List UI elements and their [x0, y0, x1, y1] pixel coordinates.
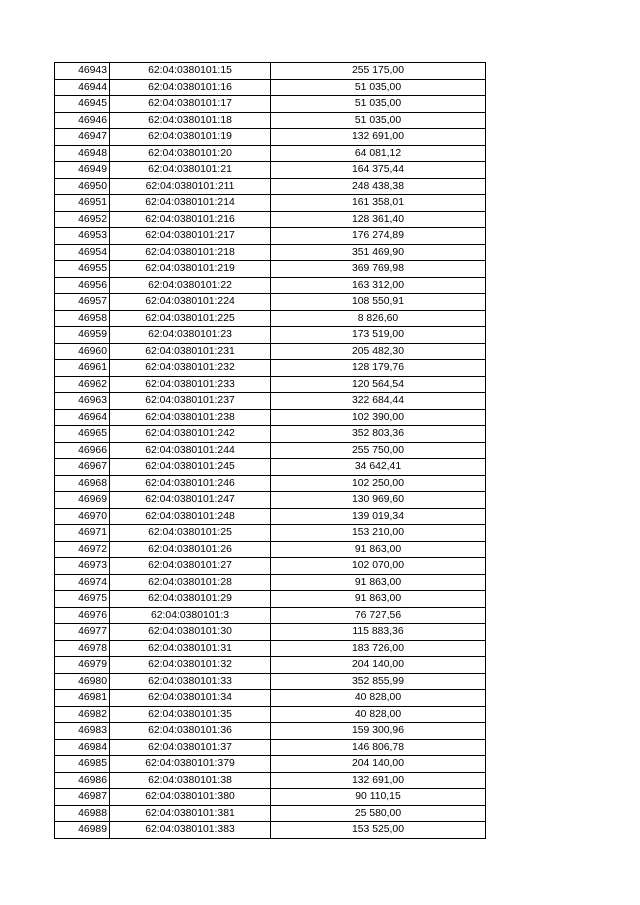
- row-number-cell: 46972: [55, 541, 110, 558]
- cadastral-number-cell: 62:04:0380101:225: [110, 310, 271, 327]
- cadastral-number-cell: 62:04:0380101:211: [110, 178, 271, 195]
- row-number-cell: 46988: [55, 805, 110, 822]
- cadastral-value-cell: 91 863,00: [271, 574, 486, 591]
- table-row: [55, 525, 486, 542]
- cadastral-number-cell: 62:04:0380101:25: [110, 525, 271, 542]
- cadastral-number-cell: 62:04:0380101:238: [110, 409, 271, 426]
- cadastral-number-cell: 62:04:0380101:217: [110, 228, 271, 245]
- table-row: [55, 723, 486, 740]
- table-row: [55, 162, 486, 179]
- row-number-cell: 46979: [55, 657, 110, 674]
- cadastral-number-cell: 62:04:0380101:379: [110, 756, 271, 773]
- cadastral-number-cell: 62:04:0380101:232: [110, 360, 271, 377]
- row-number-cell: 46969: [55, 492, 110, 509]
- cadastral-number-cell: 62:04:0380101:246: [110, 475, 271, 492]
- cadastral-value-cell: 102 070,00: [271, 558, 486, 575]
- cadastral-value-cell: 8 826,60: [271, 310, 486, 327]
- cadastral-value-cell: 153 210,00: [271, 525, 486, 542]
- cadastral-value-cell: 183 726,00: [271, 640, 486, 657]
- cadastral-value-cell: 40 828,00: [271, 690, 486, 707]
- row-number-cell: 46967: [55, 459, 110, 476]
- table-row: [55, 228, 486, 245]
- table-row: [55, 508, 486, 525]
- table-row: [55, 706, 486, 723]
- cadastral-number-cell: 62:04:0380101:17: [110, 96, 271, 113]
- table-row: [55, 129, 486, 146]
- table-row: [55, 244, 486, 261]
- cadastral-number-cell: 62:04:0380101:3: [110, 607, 271, 624]
- cadastral-value-cell: 128 179,76: [271, 360, 486, 377]
- cadastral-value-cell: 128 361,40: [271, 211, 486, 228]
- row-number-cell: 46963: [55, 393, 110, 410]
- cadastral-value-cell: 51 035,00: [271, 112, 486, 129]
- cadastral-value-cell: 153 525,00: [271, 822, 486, 839]
- cadastral-number-cell: 62:04:0380101:23: [110, 327, 271, 344]
- table-row: [55, 63, 486, 80]
- cadastral-value-cell: 139 019,34: [271, 508, 486, 525]
- cadastral-value-cell: 90 110,15: [271, 789, 486, 806]
- cadastral-value-cell: 352 803,36: [271, 426, 486, 443]
- row-number-cell: 46984: [55, 739, 110, 756]
- cadastral-value-table: [54, 62, 486, 839]
- table-row: [55, 79, 486, 96]
- row-number-cell: 46956: [55, 277, 110, 294]
- cadastral-number-cell: 62:04:0380101:237: [110, 393, 271, 410]
- row-number-cell: 46977: [55, 624, 110, 641]
- cadastral-number-cell: 62:04:0380101:29: [110, 591, 271, 608]
- row-number-cell: 46965: [55, 426, 110, 443]
- table-row: [55, 343, 486, 360]
- cadastral-value-cell: 255 750,00: [271, 442, 486, 459]
- table-row: [55, 310, 486, 327]
- cadastral-value-cell: 132 691,00: [271, 772, 486, 789]
- cadastral-number-cell: 62:04:0380101:218: [110, 244, 271, 261]
- table-row: [55, 393, 486, 410]
- cadastral-value-cell: 248 438,38: [271, 178, 486, 195]
- table-row: [55, 591, 486, 608]
- cadastral-value-cell: 146 806,78: [271, 739, 486, 756]
- cadastral-number-cell: 62:04:0380101:32: [110, 657, 271, 674]
- cadastral-number-cell: 62:04:0380101:383: [110, 822, 271, 839]
- cadastral-number-cell: 62:04:0380101:16: [110, 79, 271, 96]
- row-number-cell: 46983: [55, 723, 110, 740]
- table-row: [55, 442, 486, 459]
- cadastral-number-cell: 62:04:0380101:381: [110, 805, 271, 822]
- cadastral-number-cell: 62:04:0380101:31: [110, 640, 271, 657]
- cadastral-number-cell: 62:04:0380101:27: [110, 558, 271, 575]
- cadastral-value-cell: 64 081,12: [271, 145, 486, 162]
- cadastral-value-cell: 322 684,44: [271, 393, 486, 410]
- row-number-cell: 46976: [55, 607, 110, 624]
- row-number-cell: 46974: [55, 574, 110, 591]
- cadastral-number-cell: 62:04:0380101:33: [110, 673, 271, 690]
- cadastral-value-cell: 204 140,00: [271, 657, 486, 674]
- row-number-cell: 46966: [55, 442, 110, 459]
- table-row: [55, 178, 486, 195]
- row-number-cell: 46989: [55, 822, 110, 839]
- row-number-cell: 46959: [55, 327, 110, 344]
- row-number-cell: 46958: [55, 310, 110, 327]
- table-row: [55, 277, 486, 294]
- table-row: [55, 112, 486, 129]
- cadastral-number-cell: 62:04:0380101:38: [110, 772, 271, 789]
- cadastral-number-cell: 62:04:0380101:380: [110, 789, 271, 806]
- row-number-cell: 46953: [55, 228, 110, 245]
- cadastral-value-cell: 40 828,00: [271, 706, 486, 723]
- cadastral-number-cell: 62:04:0380101:231: [110, 343, 271, 360]
- row-number-cell: 46948: [55, 145, 110, 162]
- cadastral-number-cell: 62:04:0380101:247: [110, 492, 271, 509]
- cadastral-value-cell: 204 140,00: [271, 756, 486, 773]
- cadastral-value-cell: 352 855,99: [271, 673, 486, 690]
- cadastral-value-cell: 205 482,30: [271, 343, 486, 360]
- cadastral-value-cell: 173 519,00: [271, 327, 486, 344]
- cadastral-number-cell: 62:04:0380101:19: [110, 129, 271, 146]
- table-row: [55, 541, 486, 558]
- cadastral-number-cell: 62:04:0380101:20: [110, 145, 271, 162]
- row-number-cell: 46982: [55, 706, 110, 723]
- cadastral-number-cell: 62:04:0380101:224: [110, 294, 271, 311]
- row-number-cell: 46970: [55, 508, 110, 525]
- row-number-cell: 46954: [55, 244, 110, 261]
- table-row: [55, 459, 486, 476]
- cadastral-value-cell: 34 642,41: [271, 459, 486, 476]
- table-row: [55, 409, 486, 426]
- row-number-cell: 46945: [55, 96, 110, 113]
- row-number-cell: 46962: [55, 376, 110, 393]
- row-number-cell: 46949: [55, 162, 110, 179]
- cadastral-number-cell: 62:04:0380101:28: [110, 574, 271, 591]
- cadastral-value-cell: 132 691,00: [271, 129, 486, 146]
- table-row: [55, 475, 486, 492]
- cadastral-value-cell: 108 550,91: [271, 294, 486, 311]
- row-number-cell: 46960: [55, 343, 110, 360]
- cadastral-value-cell: 120 564,54: [271, 376, 486, 393]
- cadastral-value-cell: 351 469,90: [271, 244, 486, 261]
- cadastral-number-cell: 62:04:0380101:244: [110, 442, 271, 459]
- row-number-cell: 46986: [55, 772, 110, 789]
- table-row: [55, 558, 486, 575]
- table-row: [55, 492, 486, 509]
- cadastral-number-cell: 62:04:0380101:248: [110, 508, 271, 525]
- cadastral-value-cell: 76 727,56: [271, 607, 486, 624]
- cadastral-value-cell: 25 580,00: [271, 805, 486, 822]
- cadastral-value-cell: 130 969,60: [271, 492, 486, 509]
- table-row: [55, 640, 486, 657]
- row-number-cell: 46943: [55, 63, 110, 80]
- cadastral-value-cell: 91 863,00: [271, 541, 486, 558]
- cadastral-number-cell: 62:04:0380101:26: [110, 541, 271, 558]
- row-number-cell: 46950: [55, 178, 110, 195]
- row-number-cell: 46961: [55, 360, 110, 377]
- table-row: [55, 822, 486, 839]
- table-row: [55, 772, 486, 789]
- cadastral-number-cell: 62:04:0380101:36: [110, 723, 271, 740]
- row-number-cell: 46981: [55, 690, 110, 707]
- row-number-cell: 46944: [55, 79, 110, 96]
- table-row: [55, 657, 486, 674]
- cadastral-number-cell: 62:04:0380101:21: [110, 162, 271, 179]
- table-row: [55, 294, 486, 311]
- cadastral-number-cell: 62:04:0380101:34: [110, 690, 271, 707]
- table-row: [55, 96, 486, 113]
- table-row: [55, 673, 486, 690]
- table-row: [55, 360, 486, 377]
- row-number-cell: 46978: [55, 640, 110, 657]
- cadastral-value-cell: 51 035,00: [271, 79, 486, 96]
- cadastral-value-cell: 115 883,36: [271, 624, 486, 641]
- row-number-cell: 46951: [55, 195, 110, 212]
- cadastral-number-cell: 62:04:0380101:35: [110, 706, 271, 723]
- cadastral-number-cell: 62:04:0380101:30: [110, 624, 271, 641]
- cadastral-value-cell: 102 250,00: [271, 475, 486, 492]
- cadastral-number-cell: 62:04:0380101:22: [110, 277, 271, 294]
- row-number-cell: 46985: [55, 756, 110, 773]
- cadastral-value-cell: 369 769,98: [271, 261, 486, 278]
- cadastral-value-cell: 161 358,01: [271, 195, 486, 212]
- cadastral-number-cell: 62:04:0380101:18: [110, 112, 271, 129]
- row-number-cell: 46955: [55, 261, 110, 278]
- table-row: [55, 690, 486, 707]
- row-number-cell: 46987: [55, 789, 110, 806]
- cadastral-number-cell: 62:04:0380101:214: [110, 195, 271, 212]
- row-number-cell: 46957: [55, 294, 110, 311]
- row-number-cell: 46968: [55, 475, 110, 492]
- table-row: [55, 327, 486, 344]
- row-number-cell: 46964: [55, 409, 110, 426]
- cadastral-value-cell: 163 312,00: [271, 277, 486, 294]
- table-row: [55, 624, 486, 641]
- cadastral-number-cell: 62:04:0380101:242: [110, 426, 271, 443]
- table-row: [55, 426, 486, 443]
- row-number-cell: 46980: [55, 673, 110, 690]
- table-row: [55, 261, 486, 278]
- table-row: [55, 211, 486, 228]
- cadastral-number-cell: 62:04:0380101:219: [110, 261, 271, 278]
- cadastral-value-cell: 164 375,44: [271, 162, 486, 179]
- row-number-cell: 46971: [55, 525, 110, 542]
- cadastral-number-cell: 62:04:0380101:216: [110, 211, 271, 228]
- cadastral-value-cell: 51 035,00: [271, 96, 486, 113]
- cadastral-value-cell: 176 274,89: [271, 228, 486, 245]
- cadastral-number-cell: 62:04:0380101:15: [110, 63, 271, 80]
- row-number-cell: 46973: [55, 558, 110, 575]
- row-number-cell: 46952: [55, 211, 110, 228]
- row-number-cell: 46975: [55, 591, 110, 608]
- cadastral-number-cell: 62:04:0380101:245: [110, 459, 271, 476]
- table-row: [55, 145, 486, 162]
- cadastral-number-cell: 62:04:0380101:233: [110, 376, 271, 393]
- cadastral-value-cell: 102 390,00: [271, 409, 486, 426]
- table-row: [55, 789, 486, 806]
- cadastral-value-cell: 255 175,00: [271, 63, 486, 80]
- table-body: [55, 63, 486, 839]
- table-row: [55, 805, 486, 822]
- row-number-cell: 46947: [55, 129, 110, 146]
- cadastral-number-cell: 62:04:0380101:37: [110, 739, 271, 756]
- cadastral-value-cell: 159 300,96: [271, 723, 486, 740]
- table-row: [55, 607, 486, 624]
- cadastral-value-cell: 91 863,00: [271, 591, 486, 608]
- table-row: [55, 739, 486, 756]
- table-row: [55, 195, 486, 212]
- table-row: [55, 574, 486, 591]
- table-row: [55, 756, 486, 773]
- row-number-cell: 46946: [55, 112, 110, 129]
- table-row: [55, 376, 486, 393]
